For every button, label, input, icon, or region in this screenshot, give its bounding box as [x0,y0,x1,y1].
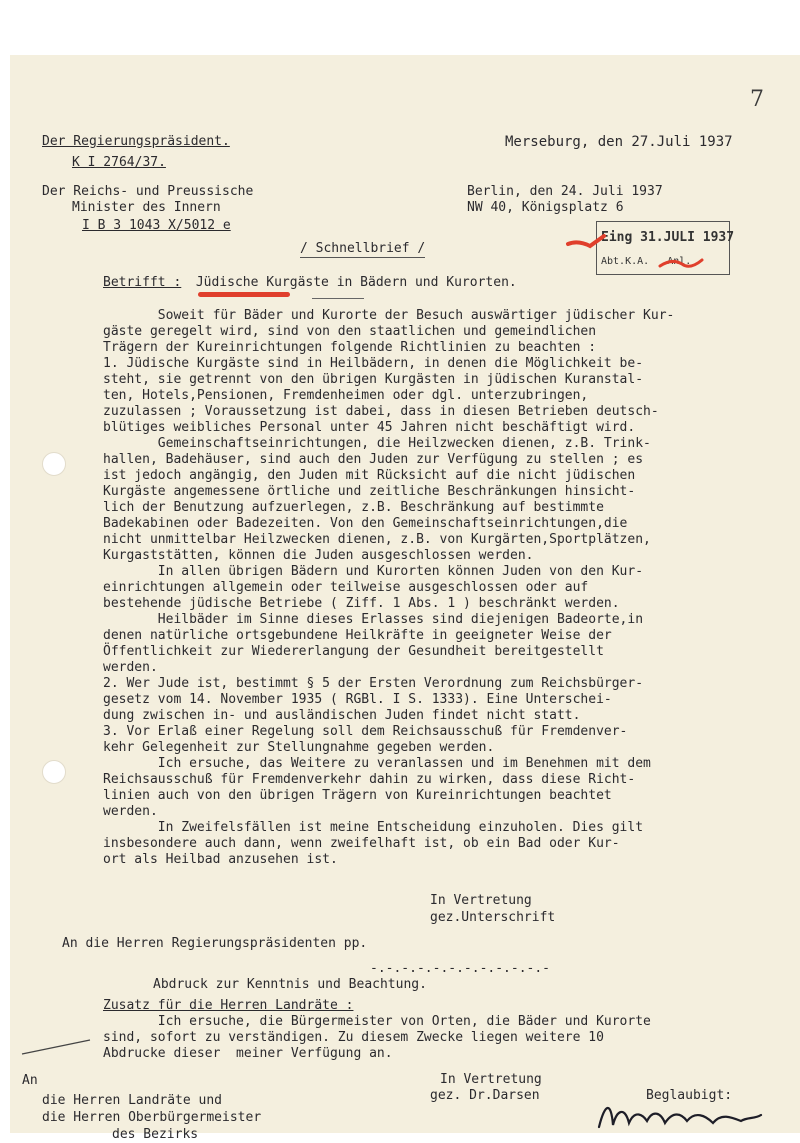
body-line: einrichtungen allgemein oder teilweise ausgeschlossen oder auf [103,580,589,595]
addressee-line: An die Herren Regierungspräsidenten pp. [62,936,368,951]
footer-an: An [22,1073,38,1088]
addendum-body [103,1014,651,1062]
body-line: denen natürliche ortsgebundene Heilkräfte in geeigneter Weise der [103,628,612,643]
page-number: 7 [750,87,764,112]
red-pencil-mark-icon [560,226,710,286]
subject-label: Betrifft : [103,275,182,290]
body-line: Öffentlichkeit zur Wiedererlangung der Gesundheit bereitgestellt [103,644,604,659]
body-line: blütiges weibliches Personal unter 45 Jahren nicht beschäftigt wird. [103,420,636,435]
addendum-line: Ich ersuche, die Bürgermeister von Orten, die Bäder und Kurorte [103,1014,651,1029]
body-line: Ich ersuche, das Weitere zu veranlassen und im Benehmen mit dem [103,756,651,771]
body-line: gäste geregelt wird, sind von den staatlichen und gemeindlichen [103,324,597,339]
body-line: steht, sie getrennt von den übrigen Kurgästen in jüdischen Kuranstal- [103,372,644,387]
body-line: werden. [103,804,158,819]
subject-red-underline [198,292,290,297]
stamp-received-date: Eing 31.JULI 1937 [601,230,735,245]
handwritten-signature-icon [595,1095,765,1135]
body-line: ist jedoch angängig, den Juden mit Rücksicht auf die nicht jüdischen [103,468,636,483]
footer-recipient-1: die Herren Landräte und [42,1093,223,1108]
body-line: Soweit für Bäder und Kurorte der Besuch auswärtiger jüdischer Kur- [103,308,675,323]
body-line: Reichsausschuß für Fremdenverkehr dahin zu wirken, dass diese Richt- [103,772,636,787]
punch-hole-top [42,452,66,476]
stamp-department: Abt.K.A. Anl. [601,256,692,267]
footer-gez: gez. Dr.Darsen [430,1088,540,1103]
body-line: Kurgäste angemessene örtliche und zeitliche Beschränkungen hinsicht- [103,484,636,499]
footer-recipient-3: des Bezirks [112,1127,199,1142]
body-line: ten, Hotels,Pensionen, Fremdenheimen oder dgl. unterzubringen, [103,388,589,403]
body-line: lich der Benutzung aufzuerlegen, z.B. Beschränkung auf bestimmte [103,500,604,515]
body-line: Gemeinschaftseinrichtungen, die Heilzwecken dienen, z.B. Trink- [103,436,651,451]
footer-vertretung: In Vertretung [440,1072,542,1087]
pencil-arrow-icon [20,1034,100,1058]
berlin-address: NW 40, Königsplatz 6 [467,200,624,215]
addendum-line: sind, sofort zu verständigen. Zu diesem Zwecke liegen weitere 10 [103,1030,604,1045]
addendum-line: Abdrucke dieser meiner Verfügung an. [103,1046,393,1061]
body-line: bestehende jüdische Betriebe ( Ziff. 1 Abs. 1 ) beschränkt werden. [103,596,620,611]
body-line: Badekabinen oder Badezeiten. Von den Gemeinschaftseinrichtungen,die [103,516,628,531]
footer-recipient-2: die Herren Oberbürgermeister [42,1110,262,1125]
subject-rule [312,298,364,299]
body-line: kehr Gelegenheit zur Stellungnahme gegeben werden. [103,740,495,755]
body-line: insbesondere auch dann, wenn zweifelhaft ist, ob ein Bad oder Kur- [103,836,620,851]
closing-vertretung: In Vertretung [430,893,532,908]
body-line: linien auch von den übrigen Trägern von Kureinrichtungen beachtet [103,788,612,803]
subject-text: Jüdische Kurgäste in Bädern und Kurorten. [188,275,517,290]
body-line: gesetz vom 14. November 1935 ( RGBl. I S. 1333). Eine Unterschei- [103,692,612,707]
body-line: 3. Vor Erlaß einer Regelung soll dem Reichsausschuß für Fremdenver- [103,724,628,739]
body-line: ort als Heilbad anzusehen ist. [103,852,338,867]
body-line: Heilbäder im Sinne dieses Erlasses sind diejenigen Badeorte,in [103,612,644,627]
body-line: Kurgaststätten, können die Juden ausgeschlossen werden. [103,548,534,563]
addendum-title: Zusatz für die Herren Landräte : [103,998,354,1013]
body-line: hallen, Badehäuser, sind auch den Juden zur Verfügung zu stellen ; es [103,452,644,467]
body-line: nicht unmittelbar Heilzwecken dienen, z.B. von Kurgärten,Sportplätzen, [103,532,651,547]
authority-reference: K I 2764/37. [72,155,166,170]
place-date: Merseburg, den 27.Juli 1937 [505,134,733,150]
minister-reference: I B 3 1043 X/5012 e [82,218,231,233]
body-line: Trägern der Kureinrichtungen folgende Richtlinien zu beachten : [103,340,597,355]
body-line: In Zweifelsfällen ist meine Entscheidung einzuholen. Dies gilt [103,820,644,835]
body-line: 2. Wer Jude ist, bestimmt § 5 der Ersten Verordnung zum Reichsbürger- [103,676,644,691]
closing-signature: gez.Unterschrift [430,910,556,925]
separator-line: -.-.-.-.-.-.-.-.-.-.-.- [370,961,551,976]
body-line: 1. Jüdische Kurgäste sind in Heilbädern, in denen die Möglichkeit be- [103,356,644,371]
schnellbrief-label: / Schnellbrief / [300,241,426,256]
copy-note: Abdruck zur Kenntnis und Beachtung. [153,977,427,992]
letter-body [103,308,674,868]
body-line: werden. [103,660,158,675]
punch-hole-bottom [42,760,66,784]
body-line: In allen übrigen Bädern und Kurorten können Juden von den Kur- [103,564,644,579]
authority-heading: Der Regierungspräsident. [42,134,230,149]
berlin-date: Berlin, den 24. Juli 1937 [467,184,663,199]
minister-line-2: Minister des Innern [72,200,221,215]
body-line: zuzulassen ; Voraussetzung ist dabei, dass in diesen Betrieben deutsch- [103,404,659,419]
minister-line-1: Der Reichs- und Preussische [42,184,254,199]
body-line: dung zwischen in- und ausländischen Juden findet nicht statt. [103,708,581,723]
footer-beglaubigt: Beglaubigt: [646,1088,733,1103]
